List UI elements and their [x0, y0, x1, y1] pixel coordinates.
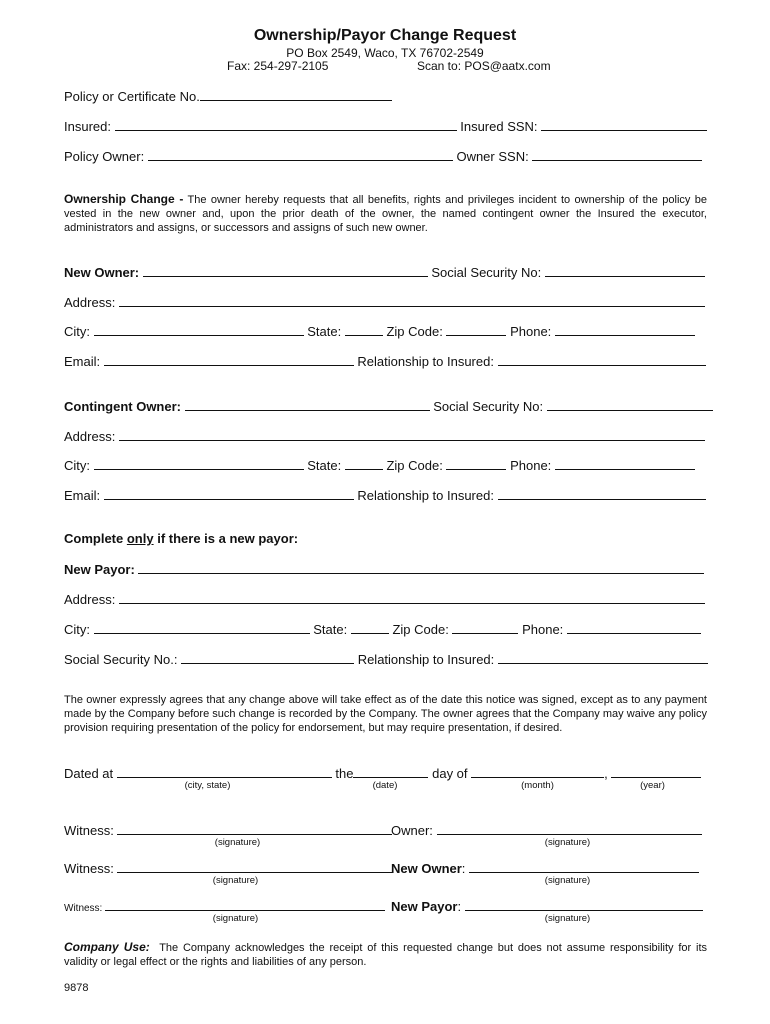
owner-signature-field[interactable]: [437, 822, 702, 835]
new-payor-signature-field[interactable]: [465, 898, 703, 911]
owner-label: Owner:: [391, 823, 433, 838]
new-payor-sig-colon: :: [457, 899, 462, 914]
witness-label-1: Witness:: [64, 823, 114, 838]
the-label: the: [335, 766, 354, 781]
contingent-relationship-field[interactable]: [498, 487, 706, 500]
dated-row: [64, 765, 701, 781]
contingent-owner-row: [64, 398, 713, 414]
new-payor-sig-label: New Payor: [391, 899, 458, 914]
new-owner-label: New Owner:: [64, 265, 140, 280]
contingent-email-label: Email:: [64, 488, 101, 503]
payor-state-field[interactable]: [351, 621, 389, 634]
new-owner-address-field[interactable]: [119, 294, 705, 307]
contingent-zip-label: Zip Code:: [386, 458, 443, 473]
caption-month: (month): [521, 780, 554, 791]
caption-signature-witness-2: (signature): [212, 875, 259, 886]
new-owner-city-row: [64, 323, 695, 339]
company-use-paragraph: [64, 940, 707, 969]
witness-row-2: [64, 860, 392, 876]
new-owner-signature-row: [391, 860, 699, 876]
new-owner-sig-label: New Owner: [391, 861, 462, 876]
new-owner-zip-field[interactable]: [446, 323, 506, 336]
contingent-email-row: [64, 487, 706, 503]
policy-owner-label: Policy Owner:: [64, 149, 145, 164]
policy-no-field[interactable]: [200, 88, 392, 101]
payor-ssn-field[interactable]: [181, 651, 354, 664]
contingent-owner-field[interactable]: [185, 398, 430, 411]
new-owner-address-label: Address:: [64, 295, 116, 310]
caption-date: (date): [372, 780, 398, 791]
payor-city-row: [64, 621, 701, 637]
payor-relationship-field[interactable]: [498, 651, 708, 664]
contingent-phone-label: Phone:: [510, 458, 552, 473]
new-owner-email-field[interactable]: [104, 353, 354, 366]
witness-row-1: [64, 822, 392, 838]
insured-label: Insured:: [64, 119, 111, 134]
dated-month-field[interactable]: [471, 765, 604, 778]
payor-phone-field[interactable]: [567, 621, 701, 634]
contingent-owner-ssn-label: Social Security No:: [433, 399, 544, 414]
insured-ssn-label: Insured SSN:: [460, 119, 538, 134]
new-owner-field[interactable]: [143, 264, 428, 277]
new-owner-city-field[interactable]: [94, 323, 304, 336]
insured-row: [64, 118, 707, 134]
new-owner-ssn-field[interactable]: [545, 264, 705, 277]
policy-owner-field[interactable]: [148, 148, 453, 161]
new-owner-row: [64, 264, 705, 280]
company-address: PO Box 2549, Waco, TX 76702-2549: [286, 46, 484, 60]
dated-at-label: Dated at: [64, 766, 114, 781]
policy-no-row: [64, 88, 392, 104]
policy-no-label: Policy or Certificate No.: [64, 89, 200, 104]
contingent-owner-ssn-field[interactable]: [547, 398, 713, 411]
contingent-address-field[interactable]: [119, 428, 705, 441]
caption-signature-new-owner: (signature): [544, 875, 591, 886]
new-owner-relationship-field[interactable]: [498, 353, 706, 366]
payor-ssn-row: [64, 651, 708, 667]
contingent-city-label: City:: [64, 458, 90, 473]
caption-year: (year): [640, 780, 665, 791]
new-payor-row: [64, 561, 704, 577]
contingent-state-field[interactable]: [345, 457, 383, 470]
payor-state-label: State:: [313, 622, 348, 637]
new-owner-city-label: City:: [64, 324, 90, 339]
contingent-city-field[interactable]: [94, 457, 304, 470]
witness-label-3: Witness:: [64, 903, 103, 914]
payor-address-label: Address:: [64, 592, 116, 607]
payor-address-field[interactable]: [119, 591, 705, 604]
owner-ssn-label: Owner SSN:: [456, 149, 529, 164]
dated-location-field[interactable]: [117, 765, 332, 778]
contingent-zip-field[interactable]: [446, 457, 506, 470]
new-owner-phone-field[interactable]: [555, 323, 695, 336]
new-owner-email-label: Email:: [64, 354, 101, 369]
contingent-address-label: Address:: [64, 429, 116, 444]
new-owner-email-row: [64, 353, 706, 369]
dated-day-field[interactable]: [353, 765, 428, 778]
new-payor-label: New Payor:: [64, 562, 135, 577]
caption-city-state: (city, state): [184, 780, 231, 791]
caption-signature-new-payor: (signature): [544, 913, 591, 924]
new-owner-state-field[interactable]: [345, 323, 383, 336]
payor-zip-field[interactable]: [452, 621, 518, 634]
payor-phone-label: Phone:: [522, 622, 564, 637]
new-owner-signature-field[interactable]: [469, 860, 699, 873]
payor-section-heading: [64, 531, 298, 546]
contingent-phone-field[interactable]: [555, 457, 695, 470]
witness-label-2: Witness:: [64, 861, 114, 876]
new-owner-address-row: [64, 294, 705, 310]
company-use-text: The Company acknowledges the receipt of this requested change but does not assume responsibility for its validity or legal effect or the rights and liabilities of any person.: [64, 942, 707, 968]
new-payor-field[interactable]: [138, 561, 704, 574]
form-title: Ownership/Payor Change Request: [253, 27, 517, 44]
payor-heading-post: if there is a new payor:: [157, 531, 299, 546]
payor-city-label: City:: [64, 622, 90, 637]
contingent-email-field[interactable]: [104, 487, 354, 500]
contingent-state-label: State:: [307, 458, 342, 473]
new-owner-ssn-label: Social Security No:: [431, 265, 542, 280]
new-owner-relationship-label: Relationship to Insured:: [357, 354, 494, 369]
new-owner-sig-colon: :: [461, 861, 466, 876]
payor-relationship-label: Relationship to Insured:: [357, 652, 495, 667]
contingent-relationship-label: Relationship to Insured:: [357, 488, 494, 503]
new-payor-signature-row: [391, 898, 703, 914]
contingent-address-row: [64, 428, 705, 444]
new-owner-state-label: State:: [307, 324, 342, 339]
ownership-change-heading: Ownership Change -: [64, 192, 184, 206]
caption-signature-owner: (signature): [544, 837, 591, 848]
payor-heading-only: only: [126, 531, 154, 546]
ownership-change-text: The owner hereby requests that all benefits, rights and privileges incident to ownership of the policy be vested in the new owner and, upon the prior death of the owner, the named contingent owner the Insured the executor, administrators and assigns, or successors and assigns of such new owner.: [64, 194, 708, 234]
contingent-owner-label: Contingent Owner:: [64, 399, 181, 414]
form-number: 9878: [64, 982, 89, 994]
new-owner-phone-label: Phone:: [510, 324, 552, 339]
insured-field[interactable]: [115, 118, 457, 131]
caption-signature-witness-1: (signature): [214, 837, 261, 848]
contingent-city-row: [64, 457, 695, 473]
witness-signature-field-1[interactable]: [117, 822, 392, 835]
day-of-label: day of: [432, 766, 468, 781]
witness-signature-field-2[interactable]: [117, 860, 392, 873]
dated-comma: ,: [604, 766, 608, 781]
scan-email: Scan to: POS@aatx.com: [417, 59, 551, 73]
payor-zip-label: Zip Code:: [392, 622, 449, 637]
caption-signature-witness-3: (signature): [212, 913, 259, 924]
dated-year-field[interactable]: [611, 765, 701, 778]
fax-number: Fax: 254-297-2105: [227, 59, 329, 73]
owner-signature-row: [391, 822, 702, 838]
witness-signature-field-3[interactable]: [105, 901, 385, 911]
payor-ssn-label: Social Security No.:: [64, 652, 178, 667]
owner-ssn-field[interactable]: [532, 148, 702, 161]
policy-owner-row: [64, 148, 702, 164]
ownership-change-paragraph: [64, 192, 707, 235]
agreement-paragraph: The owner expressly agrees that any change above will take effect as of the date this notice was signed, except as to any payment made by the Company before such change is recorded by the Company. The owner agrees that the Company may waive any policy provision requiring presentation of the policy for endorsement, but may require presentation, if desired.: [64, 694, 707, 734]
payor-heading-pre: Complete: [64, 531, 124, 546]
payor-city-field[interactable]: [94, 621, 310, 634]
insured-ssn-field[interactable]: [541, 118, 707, 131]
payor-address-row: [64, 591, 705, 607]
new-owner-zip-label: Zip Code:: [386, 324, 443, 339]
company-use-label: Company Use:: [64, 940, 150, 954]
